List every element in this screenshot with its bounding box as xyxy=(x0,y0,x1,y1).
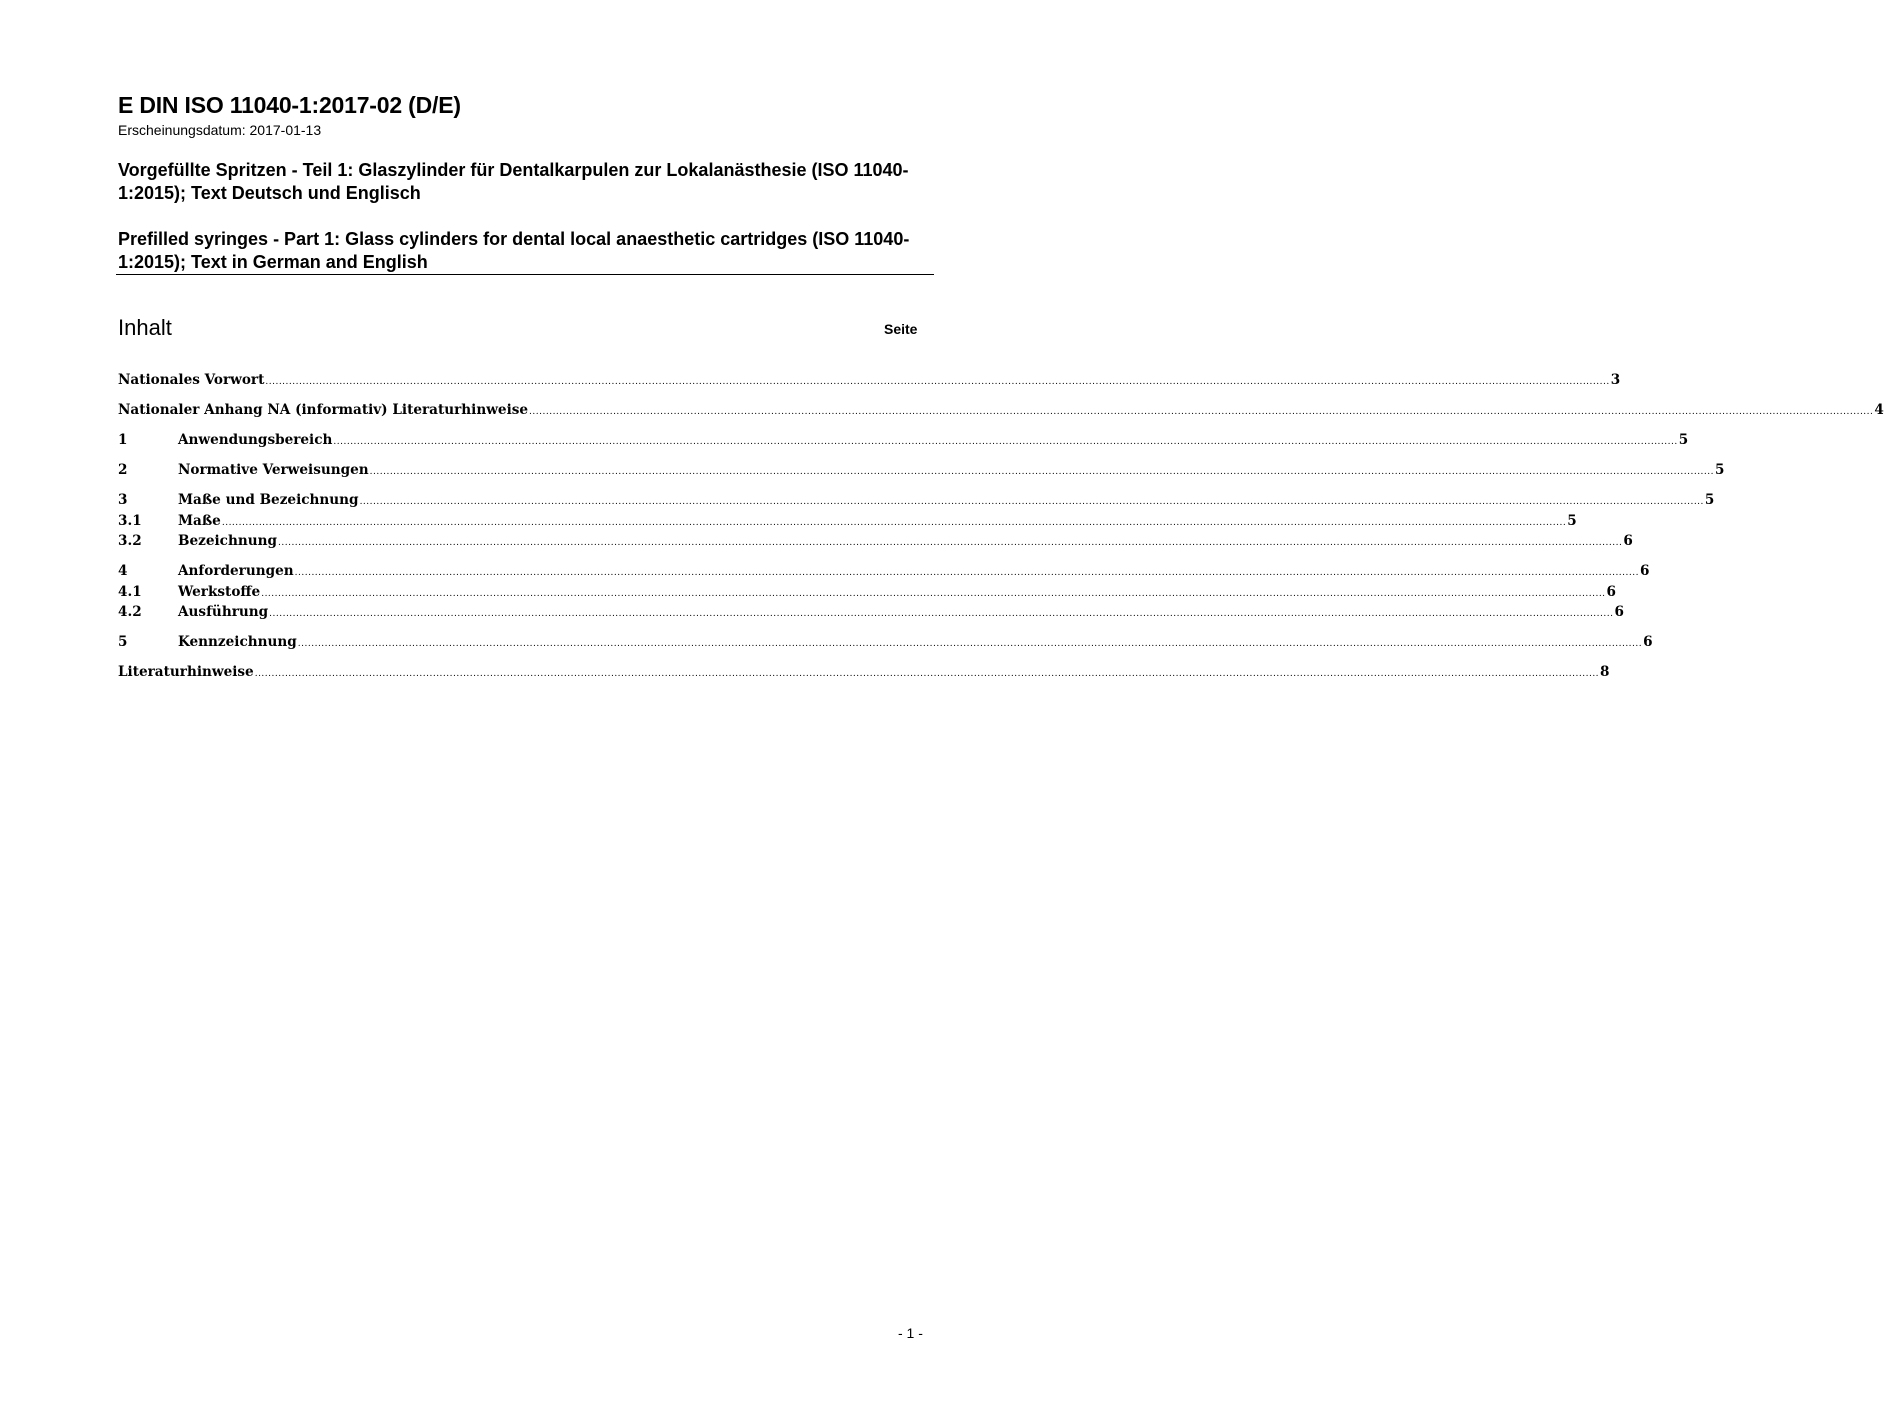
toc-entry-title: Anforderungen xyxy=(178,563,294,579)
table-of-contents xyxy=(118,372,1884,685)
toc-entry-number: 3.1 xyxy=(118,512,142,529)
toc-dot-leader: ................................................................................................................................................................................................................................................................................................................................................................................................................ xyxy=(261,588,1606,599)
toc-entry-page: 6 xyxy=(1614,604,1624,620)
toc-dot-leader: ................................................................................................................................................................................................................................................................................................................................................................................................................ xyxy=(297,639,1643,649)
toc-entry-3-1[interactable] xyxy=(118,512,1577,534)
toc-entry-title: Kennzeichnung xyxy=(178,634,297,650)
toc-dot-leader: ................................................................................................................................................................................................................................................................................................................................................................................................................ xyxy=(333,437,1678,447)
toc-entry-3[interactable] xyxy=(118,492,1715,513)
toc-entry-nationaler-anhang[interactable] xyxy=(118,402,1884,423)
toc-entry-page: 6 xyxy=(1643,634,1653,650)
toc-entry-page: 5 xyxy=(1678,432,1689,448)
toc-entry-page: 6 xyxy=(1639,563,1650,579)
toc-entry-page: 4 xyxy=(1874,402,1884,418)
toc-dot-leader: ................................................................................................................................................................................................................................................................................................................................................................................................................ xyxy=(369,467,1714,477)
toc-page-column-label: Seite xyxy=(884,321,918,337)
title-divider xyxy=(116,274,934,275)
toc-entry-number: 5 xyxy=(118,634,128,650)
toc-dot-leader: ................................................................................................................................................................................................................................................................................................................................................................................................................ xyxy=(254,669,1600,679)
toc-dot-leader: ................................................................................................................................................................................................................................................................................................................................................................................................................ xyxy=(529,407,1874,417)
toc-entry-3-2[interactable] xyxy=(118,533,1633,554)
title-english: Prefilled syringes - Part 1: Glass cylinders for dental local anaesthetic cartridges (ISO 11040-1:2015); Text in German and English xyxy=(118,229,910,272)
toc-entry-4-2[interactable] xyxy=(118,604,1624,625)
toc-dot-leader: ................................................................................................................................................................................................................................................................................................................................................................................................................ xyxy=(278,538,1623,548)
document-id: E DIN ISO 11040-1:2017-02 (D/E) xyxy=(118,92,461,118)
publication-date: Erscheinungsdatum: 2017-01-13 xyxy=(118,122,322,138)
toc-entry-page: 5 xyxy=(1567,512,1577,529)
toc-entry-number: 3 xyxy=(118,492,128,508)
toc-entry-number: 1 xyxy=(118,432,128,448)
toc-entry-number: 4 xyxy=(118,563,128,579)
toc-entry-4-1[interactable] xyxy=(118,583,1617,605)
toc-entry-number: 4.2 xyxy=(118,604,142,620)
toc-entry-page: 8 xyxy=(1600,664,1610,680)
toc-entry-title: Bezeichnung xyxy=(178,533,277,549)
toc-entry-number: 2 xyxy=(118,462,128,478)
toc-entry-title: Normative Verweisungen xyxy=(178,462,369,478)
toc-entry-page: 5 xyxy=(1704,492,1715,508)
toc-entry-title: Ausführung xyxy=(178,604,269,620)
toc-entry-title: Maße und Bezeichnung xyxy=(178,492,359,508)
toc-entry-4[interactable] xyxy=(118,563,1650,584)
toc-entry-title: Literaturhinweise xyxy=(118,664,254,680)
toc-dot-leader: ................................................................................................................................................................................................................................................................................................................................................................................................................ xyxy=(359,497,1704,507)
toc-dot-leader: ................................................................................................................................................................................................................................................................................................................................................................................................................ xyxy=(269,609,1614,619)
toc-entry-title: Werkstoffe xyxy=(178,583,261,600)
toc-entry-page: 6 xyxy=(1606,583,1617,600)
toc-entry-title: Maße xyxy=(178,512,221,529)
toc-dot-leader: ................................................................................................................................................................................................................................................................................................................................................................................................................ xyxy=(221,517,1567,528)
toc-entry-title: Anwendungsbereich xyxy=(178,432,333,448)
toc-entry-nationales-vorwort[interactable] xyxy=(118,372,1621,393)
toc-entry-number: 4.1 xyxy=(118,583,142,600)
toc-entry-page: 5 xyxy=(1715,462,1725,478)
toc-entry-1[interactable] xyxy=(118,432,1689,453)
toc-dot-leader: ................................................................................................................................................................................................................................................................................................................................................................................................................ xyxy=(265,377,1610,387)
toc-heading: Inhalt xyxy=(118,315,172,340)
toc-entry-5[interactable] xyxy=(118,634,1653,655)
title-german: Vorgefüllte Spritzen - Teil 1: Glaszylinder für Dentalkarpulen zur Lokalanästhesie (ISO 11040-1:2015); Text Deutsch und Englisch xyxy=(118,160,909,203)
toc-dot-leader: ................................................................................................................................................................................................................................................................................................................................................................................................................ xyxy=(294,568,1639,578)
toc-entry-title: Nationales Vorwort xyxy=(118,372,265,388)
toc-entry-literaturhinweise[interactable] xyxy=(118,664,1610,685)
toc-entry-page: 6 xyxy=(1623,533,1633,549)
toc-entry-page: 3 xyxy=(1610,372,1621,388)
toc-entry-title: Nationaler Anhang NA (informativ) Literaturhinweise xyxy=(118,402,529,418)
page-number: - 1 - xyxy=(898,1325,923,1341)
toc-entry-number: 3.2 xyxy=(118,533,142,549)
toc-entry-2[interactable] xyxy=(118,462,1725,483)
